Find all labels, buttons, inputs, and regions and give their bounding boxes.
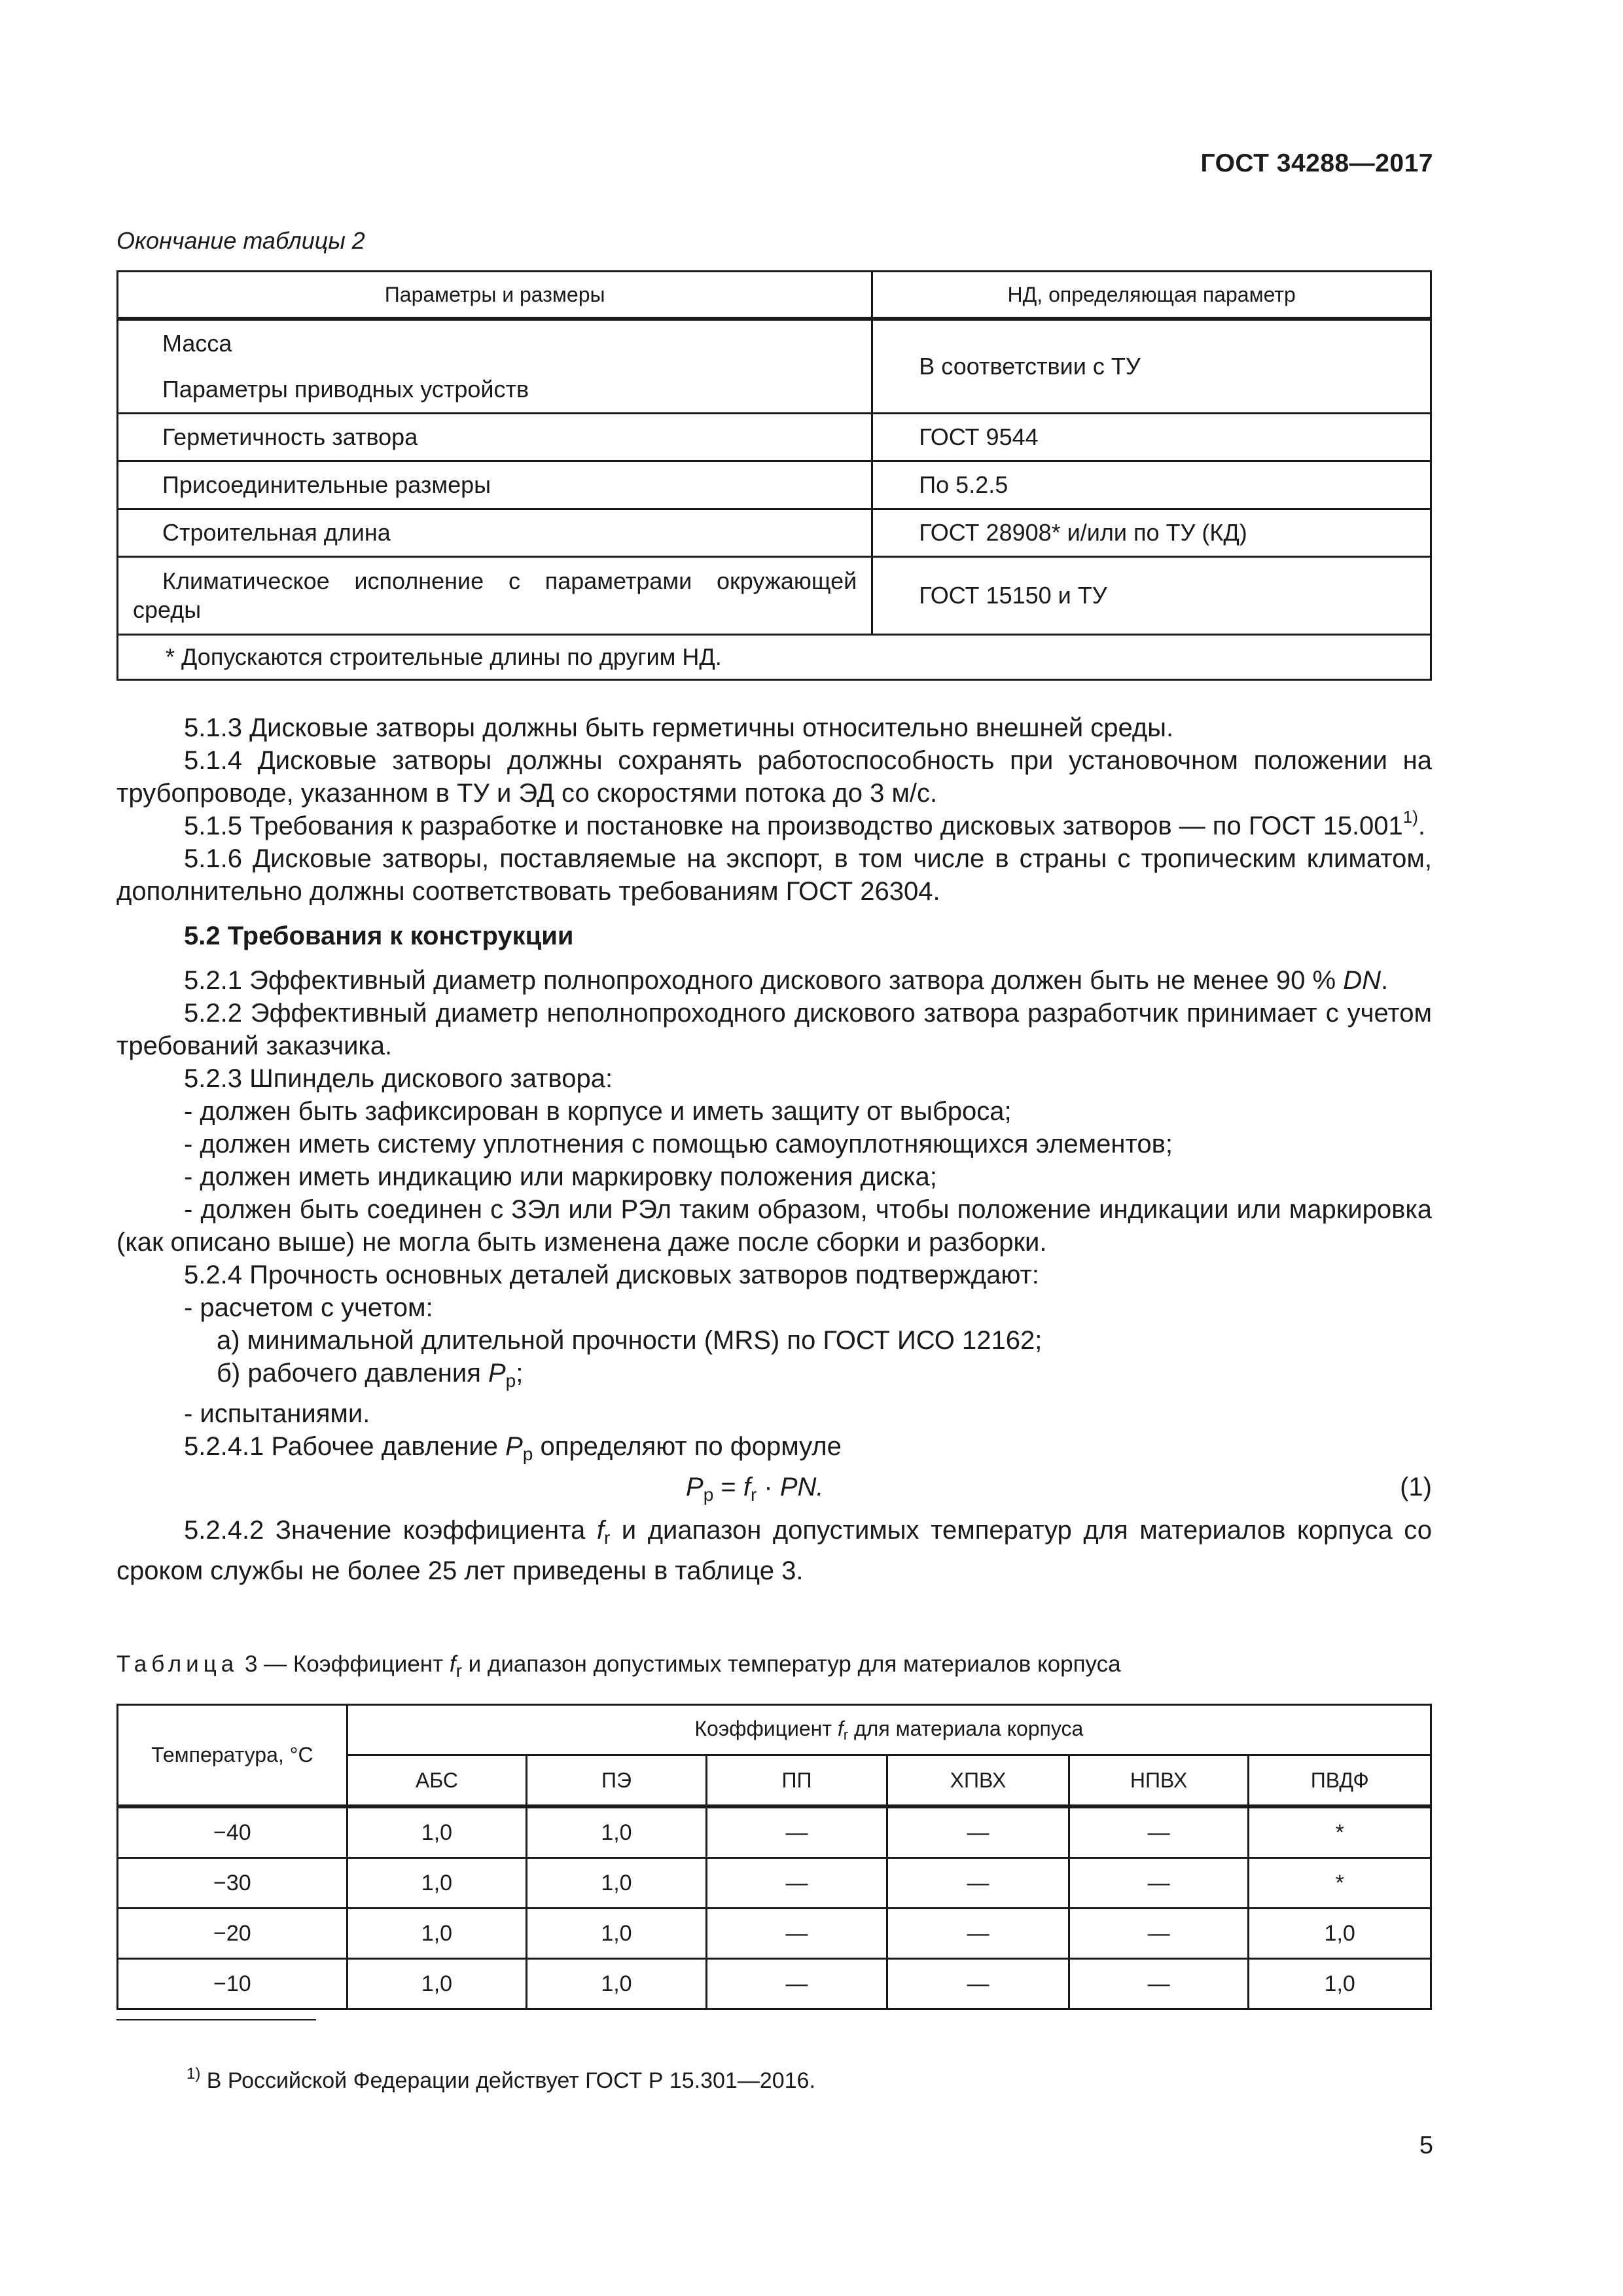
page-number: 5 [1419, 2132, 1433, 2159]
table-note-row [118, 635, 1431, 680]
table-cell: — [1069, 1806, 1249, 1858]
table-cell: — [706, 1959, 887, 2009]
table-cell: −10 [118, 1959, 348, 2009]
table-header-row [118, 272, 1431, 319]
table-row [118, 557, 1431, 635]
table-cell: 1,0 [1249, 1959, 1431, 2009]
section-heading: 5.2 Требования к конструкции [184, 922, 574, 950]
list-item: - должен быть зафиксирован в корпусе и иметь защиту от выброса; [184, 1097, 1012, 1126]
table-3 [116, 1704, 1432, 2010]
table-cell: — [706, 1806, 887, 1858]
column-header: Температура, °С [118, 1705, 348, 1807]
table-cell: Присоединительные размеры [118, 461, 872, 509]
list-subitem: а) минимальной длительной прочности (MRS) по ГОСТ ИСО 12162; [217, 1326, 1043, 1355]
column-header: Коэффициент $f_r$ для материала корпуса [347, 1705, 1431, 1755]
column-header: Параметры и размеры [118, 272, 872, 319]
list-item: - должен иметь систему уплотнения с помощью самоуплотняющихся элементов; [184, 1130, 1173, 1158]
footnote: $^{1)}$ В Российской Федерации действует ГОСТ Р 15.301—2016. [187, 2065, 815, 2093]
table-row [118, 1959, 1431, 2009]
table3-caption: Таблица 3 — Коэффициент $f_r$ и диапазон допустимых температур для материалов корпуса [116, 1651, 1121, 1681]
table-cell: — [706, 1858, 887, 1909]
table-cell: Строительная длина [118, 509, 872, 557]
table-cell: −20 [118, 1909, 348, 1959]
formula-1 [116, 1471, 1432, 1510]
footnote-divider [116, 2019, 316, 2020]
paragraph-5-1-6: 5.1.6 Дисковые затворы, поставляемые на экспорт, в том числе в страны с тропическим климатом, дополнительно должны соответствовать требованиям ГОСТ 26304. [116, 844, 1432, 906]
paragraph-5-1-4: 5.1.4 Дисковые затворы должны сохранять работоспособность при установочном положении на трубопроводе, указанном в ТУ и ЭД со скоростями потока до 3 м/с. [116, 746, 1432, 808]
paragraph-5-2-1: 5.2.1 Эффективный диаметр полнопроходного дискового затвора должен быть не менее 90 % DN. [184, 966, 1389, 995]
table-cell: 1,0 [527, 1909, 707, 1959]
table-row [118, 509, 1431, 557]
main-text [116, 711, 1432, 1587]
table2-caption: Окончание таблицы 2 [116, 227, 365, 254]
table-header-row [118, 1705, 1431, 1755]
table-row [118, 319, 1431, 367]
footnote-ref: 1) [1402, 807, 1418, 827]
table-cell: Масса [118, 319, 872, 367]
table-cell: 1,0 [347, 1959, 527, 2009]
list-item: - испытаниями. [184, 1399, 370, 1428]
table-row [118, 1858, 1431, 1909]
list-item: - расчетом с учетом: [184, 1293, 433, 1322]
table-cell: −30 [118, 1858, 348, 1909]
column-header: НД, определяющая параметр [872, 272, 1431, 319]
table-note: * Допускаются строительные длины по другим НД. [118, 635, 1431, 680]
paragraph-5-2-4-1: 5.2.4.1 Рабочее давление $P_р$ определяют по формуле [184, 1432, 842, 1464]
column-header: ХПВХ [887, 1755, 1069, 1807]
table-cell: 1,0 [527, 1959, 707, 2009]
table-cell: В соответствии с ТУ [872, 319, 1431, 414]
table-cell: * [1249, 1858, 1431, 1909]
table-row [118, 1806, 1431, 1858]
list-subitem: б) рабочего давления $P_р$; [217, 1359, 524, 1391]
column-header: ПВДФ [1249, 1755, 1431, 1807]
table-cell: — [887, 1806, 1069, 1858]
paragraph-5-1-5: 5.1.5 Требования к разработке и постановке на производство дисковых затворов — по ГОСТ 15.001$^{1)}$. [184, 807, 1426, 840]
paragraph-5-2-4-2: 5.2.4.2 Значение коэффициента $f_r$ и диапазон допустимых температур для материалов корпуса со сроком службы не более 25 лет приведены в таблице 3. [116, 1516, 1432, 1585]
table-2 [116, 270, 1432, 681]
column-header: ПЭ [527, 1755, 707, 1807]
paragraph-5-2-4: 5.2.4 Прочность основных деталей дисковых затворов подтверждают: [184, 1261, 1039, 1289]
table-cell: 1,0 [347, 1806, 527, 1858]
table-cell: ГОСТ 28908* и/или по ТУ (КД) [872, 509, 1431, 557]
formula-expression: $P_р = f_r$ · PN. [686, 1473, 824, 1505]
paragraph-5-2-3: 5.2.3 Шпиндель дискового затвора: [184, 1064, 613, 1093]
paragraph-5-1-3: 5.1.3 Дисковые затворы должны быть герметичны относительно внешней среды. [184, 713, 1174, 742]
column-header: ПП [706, 1755, 887, 1807]
paragraph-5-2-2: 5.2.2 Эффективный диаметр неполнопроходного дискового затвора разработчик принимает с учетом требований заказчика. [116, 999, 1432, 1060]
table-row [118, 414, 1431, 461]
formula-number: (1) [1400, 1473, 1432, 1501]
table-cell: По 5.2.5 [872, 461, 1431, 509]
table-cell: 1,0 [1249, 1909, 1431, 1959]
table-cell: — [887, 1959, 1069, 2009]
table-cell: 1,0 [347, 1858, 527, 1909]
table-cell: 1,0 [527, 1806, 707, 1858]
table-row [118, 461, 1431, 509]
table-cell: — [887, 1909, 1069, 1959]
list-item: - должен иметь индикацию или маркировку положения диска; [184, 1162, 937, 1191]
footnote-mark: 1) [187, 2065, 201, 2083]
table-cell: — [887, 1858, 1069, 1909]
table-cell: * [1249, 1806, 1431, 1858]
table-row [118, 1909, 1431, 1959]
table-cell: 1,0 [347, 1909, 527, 1959]
table-cell: ГОСТ 15150 и ТУ [872, 557, 1431, 635]
table-cell: — [706, 1909, 887, 1959]
table-cell: −40 [118, 1806, 348, 1858]
table-cell: — [1069, 1909, 1249, 1959]
table-cell: — [1069, 1959, 1249, 2009]
standard-code: ГОСТ 34288—2017 [1200, 149, 1433, 177]
table-cell: Герметичность затвора [118, 414, 872, 461]
column-header: АБС [347, 1755, 527, 1807]
table-cell: Параметры приводных устройств [118, 367, 872, 414]
table-cell: 1,0 [527, 1858, 707, 1909]
column-header: НПВХ [1069, 1755, 1249, 1807]
list-item: - должен быть соединен с ЗЭл или РЭл таким образом, чтобы положение индикации или маркировка (как описано выше) не могла быть изменена даже после сборки и разборки. [116, 1195, 1432, 1257]
table-cell: Климатическое исполнение с параметрами окружающей среды [118, 557, 872, 635]
table-cell: ГОСТ 9544 [872, 414, 1431, 461]
table-cell: — [1069, 1858, 1249, 1909]
